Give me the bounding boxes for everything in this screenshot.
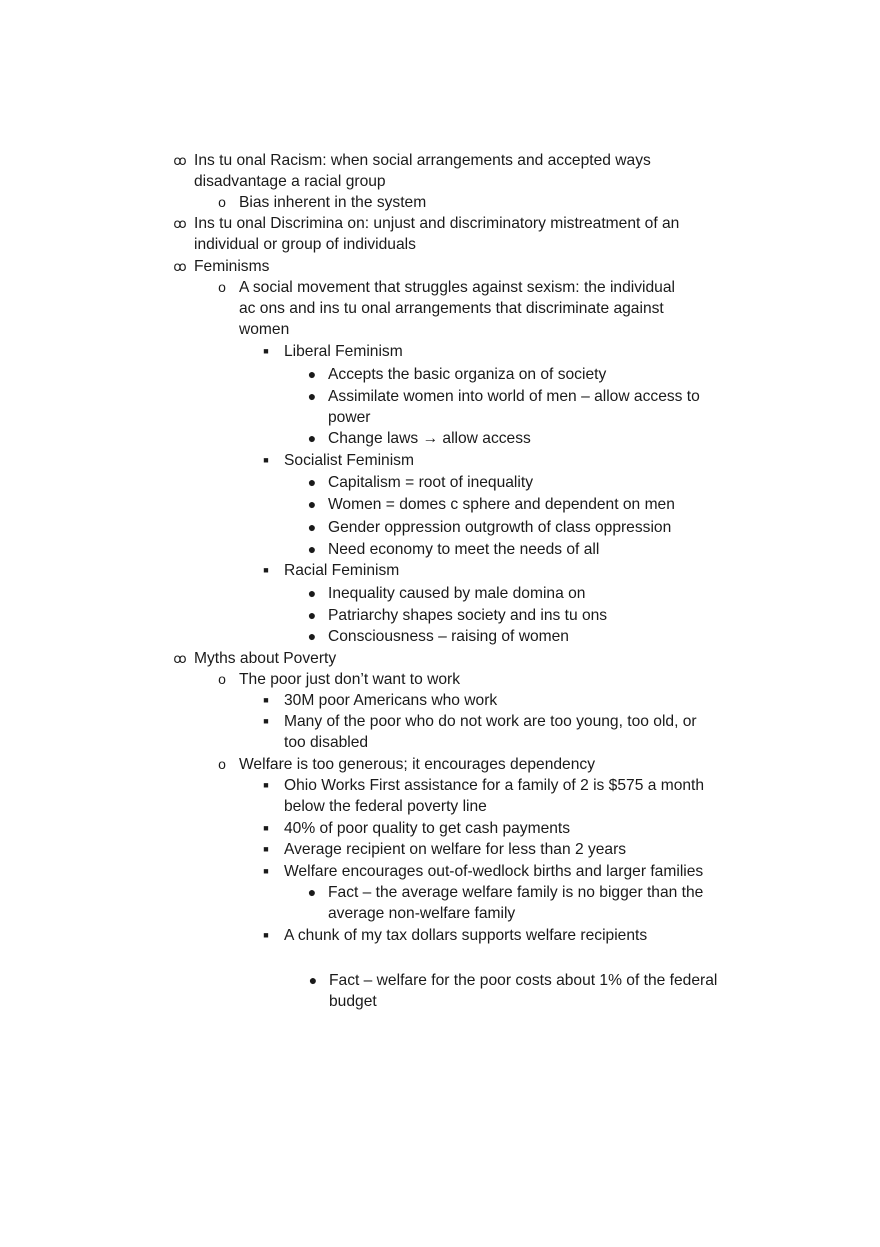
dot-bullet-icon: ●: [307, 496, 317, 512]
dot-bullet-icon: ●: [307, 585, 317, 601]
circle-bullet-icon: o: [218, 671, 226, 687]
curl-bullet-icon: ꝏ: [173, 153, 187, 168]
outline-text-line: Gender oppression outgrowth of class oppression: [328, 519, 672, 536]
dot-bullet-icon: ●: [307, 388, 317, 404]
outline-text-line: Socialist Feminism: [284, 452, 414, 469]
outline-text-line: Ohio Works First assistance for a family of 2 is $575 a month: [284, 777, 705, 794]
outline-text-line: Fact – the average welfare family is no bigger than the: [328, 884, 704, 901]
square-bullet-icon: ■: [263, 346, 269, 356]
outline-text-line: Change laws → allow access: [328, 430, 531, 447]
square-bullet-icon: ■: [263, 716, 269, 726]
dot-bullet-icon: ●: [307, 366, 317, 382]
outline-text-line: individual or group of individuals: [194, 236, 416, 253]
circle-bullet-icon: o: [218, 279, 226, 295]
outline-text-line: Myths about Poverty: [194, 650, 337, 667]
dot-bullet-icon: ●: [307, 430, 317, 446]
outline-text-line: Consciousness – raising of women: [328, 628, 569, 645]
square-bullet-icon: ■: [263, 823, 269, 833]
outline-text-line: Average recipient on welfare for less than 2 years: [284, 841, 627, 858]
dot-bullet-icon: ●: [307, 519, 317, 535]
outline-text-line: below the federal poverty line: [284, 798, 487, 815]
curl-bullet-icon: ꝏ: [173, 259, 187, 274]
outline-text-line: Many of the poor who do not work are too young, too old, or: [284, 713, 697, 730]
outline-text-line: Assimilate women into world of men – allow access to: [328, 388, 700, 405]
square-bullet-icon: ■: [263, 780, 269, 790]
square-bullet-icon: ■: [263, 930, 269, 940]
outline-text-line: Ins tu onal Racism: when social arrangements and accepted ways: [194, 152, 651, 169]
outline-text-line: disadvantage a racial group: [194, 173, 386, 190]
outline-text-line: Bias inherent in the system: [239, 194, 427, 211]
outline-text-line: Need economy to meet the needs of all: [328, 541, 600, 558]
dot-bullet-icon: ●: [308, 972, 318, 988]
square-bullet-icon: ■: [263, 844, 269, 854]
outline-text-line: Inequality caused by male domina on: [328, 585, 586, 602]
dot-bullet-icon: ●: [307, 884, 317, 900]
outline-text-line: 30M poor Americans who work: [284, 692, 498, 709]
outline-text-line: Fact – welfare for the poor costs about 1% of the federal: [329, 972, 718, 989]
outline-text-line: too disabled: [284, 734, 369, 751]
curl-bullet-icon: ꝏ: [173, 651, 187, 666]
outline-text-line: women: [239, 321, 290, 338]
outline-text-line: Accepts the basic organiza on of society: [328, 366, 607, 383]
dot-bullet-icon: ●: [307, 607, 317, 623]
outline-text-line: Welfare is too generous; it encourages dependency: [239, 756, 595, 773]
circle-bullet-icon: o: [218, 194, 226, 210]
dot-bullet-icon: ●: [307, 474, 317, 490]
square-bullet-icon: ■: [263, 565, 269, 575]
dot-bullet-icon: ●: [307, 628, 317, 644]
outline-text-line: Liberal Feminism: [284, 343, 403, 360]
outline-text-line: Women = domes c sphere and dependent on men: [328, 496, 675, 513]
circle-bullet-icon: o: [218, 756, 226, 772]
outline-text-line: The poor just don’t want to work: [239, 671, 461, 688]
outline-text-line: A social movement that struggles against sexism: the individual: [239, 279, 675, 296]
outline-text-line: Capitalism = root of inequality: [328, 474, 533, 491]
square-bullet-icon: ■: [263, 866, 269, 876]
outline-text-line: average non-welfare family: [328, 905, 516, 922]
dot-bullet-icon: ●: [307, 541, 317, 557]
curl-bullet-icon: ꝏ: [173, 216, 187, 231]
outline-text-line: ac ons and ins tu onal arrangements that discriminate against: [239, 300, 664, 317]
outline-text-line: Feminisms: [194, 258, 270, 275]
outline-text-line: Patriarchy shapes society and ins tu ons: [328, 607, 608, 624]
outline-text-line: 40% of poor quality to get cash payments: [284, 820, 571, 837]
outline-text-line: A chunk of my tax dollars supports welfare recipients: [284, 927, 648, 944]
outline-text-line: Racial Feminism: [284, 562, 400, 579]
square-bullet-icon: ■: [263, 455, 269, 465]
outline-text-line: Welfare encourages out-of-wedlock births and larger families: [284, 863, 704, 880]
square-bullet-icon: ■: [263, 695, 269, 705]
outline-text-line: budget: [329, 993, 377, 1010]
outline-text-line: Ins tu onal Discrimina on: unjust and discriminatory mistreatment of an: [194, 215, 680, 232]
outline-text-line: power: [328, 409, 371, 426]
